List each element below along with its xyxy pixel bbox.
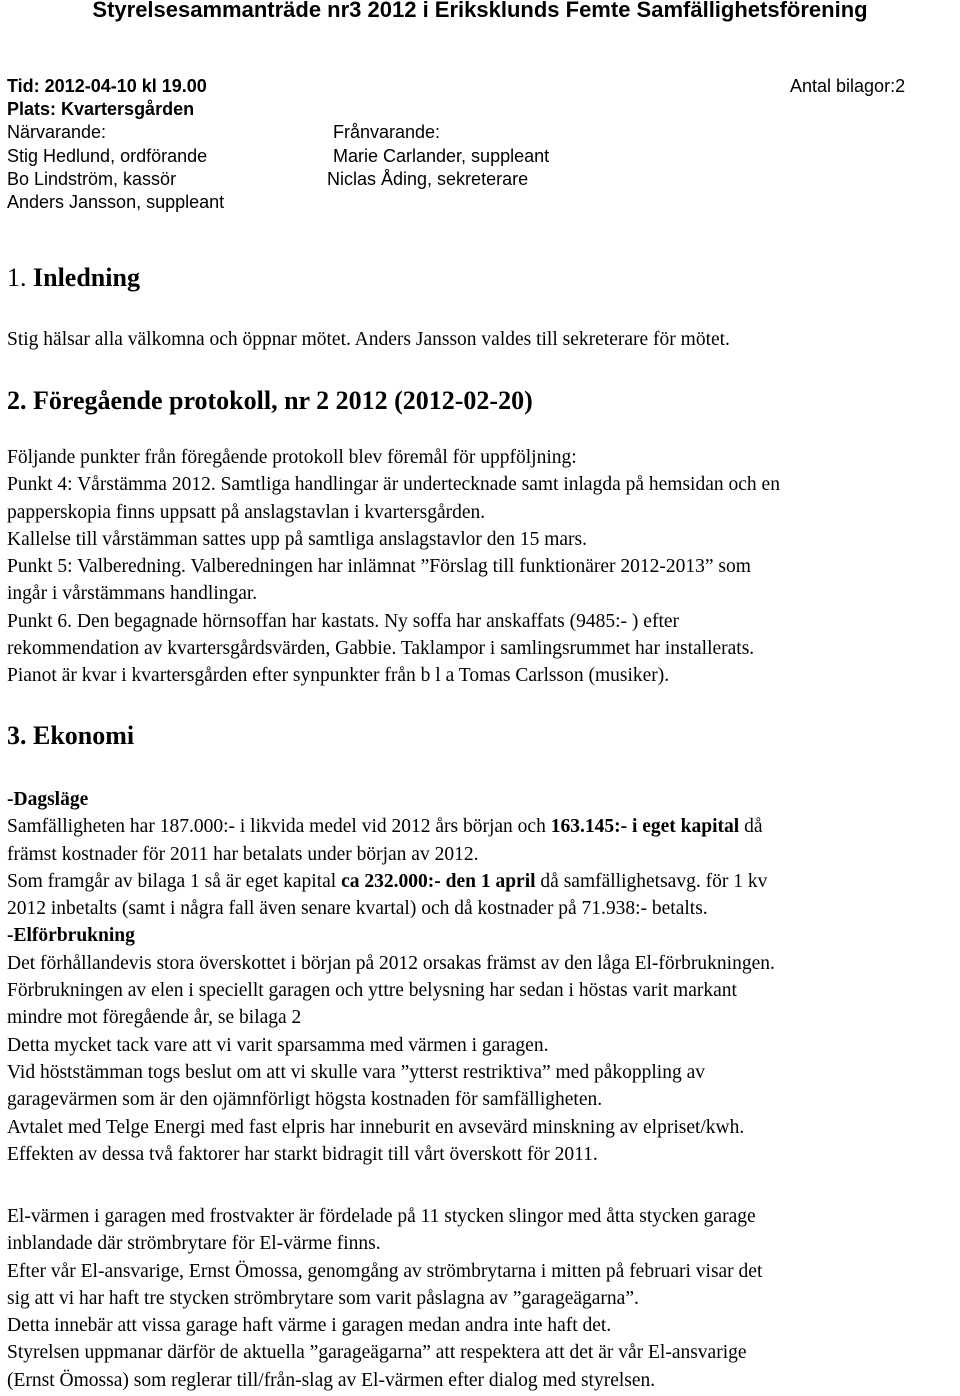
text-line: främst kostnader för 2011 har betalats under början av 2012. [7,843,479,865]
section-2-body [7,444,957,690]
text-line: Styrelsen uppmanar därför de aktuella ”garageägarna” att respektera att det är vår El-ansvarige [7,1342,747,1364]
section-title: Inledning [33,263,140,292]
text-line [7,471,957,498]
text-line: El-värmen i garagen med frostvakter är fördelade på 11 stycken slingor med åtta stycken garage [7,1206,756,1227]
meeting-place: Plats: Kvartersgården [7,99,195,119]
text-line: Det förhållandevis stora överskottet i början på 2012 orsakas främst av den låga El-förbrukningen. [7,952,775,974]
text-line: Kallelse till vårstämman sattes upp på samtliga anslagstavlor den 15 mars. [7,528,587,550]
text-line: ingår i vårstämmans handlingar. [7,583,258,605]
text-line: (Ernst Ömossa) som reglerar till/från-slag av El-värmen efter dialog med styrelsen. [7,1369,656,1391]
text-line: mindre mot föregående år, se bilaga 2 [7,1007,302,1029]
paragraph: Stig hälsar alla välkomna och öppnar mötet. Anders Jansson valdes till sekreterare för mötet. [7,329,730,350]
section-heading: 2. Föregående protokoll, nr 2 2012 (2012-02-20) [7,386,533,415]
text-run: då samfällighetsavg. för 1 kv [535,870,768,892]
text-line: sig att vi har haft tre stycken strömbrytare som varit påslagna av ”garageägarna”. [7,1287,639,1309]
text-line: rekommendation av kvartersgårdsvärden, Gabbie. Taklampor i samlingsrummet har installerats. [7,638,755,660]
text-run: Som framgår av bilaga 1 så är eget kapital [7,870,342,892]
text-line: Pianot är kvar i kvartersgården efter synpunkter från b l a Tomas Carlsson (musiker). [7,665,670,687]
subheading-elforbrukning: -Elförbrukning [7,925,135,947]
text-line: inblandade där strömbrytare för El-värme finns. [7,1233,381,1255]
text-line [7,553,957,580]
text-line: Vid höststämman togs beslut om att vi skulle vara ”ytterst restriktiva” med påkoppling av [7,1061,705,1083]
section-number: 1. [7,263,27,292]
text-line: 2012 inbetalts (samt i några fall även senare kvartal) och då kostnader på 71.938:- betalts. [7,898,708,920]
text-line: Effekten av dessa två faktorer har starkt bidragit till vårt överskott för 2011. [7,1143,598,1165]
present-member: Anders Jansson, suppleant [7,192,225,212]
meeting-time: Tid: 2012-04-10 kl 19.00 [7,76,207,96]
present-label: Närvarande: [7,122,107,142]
section-heading: 3. Ekonomi [7,721,135,750]
text-line: Efter vår El-ansvarige, Ernst Ömossa, genomgång av strömbrytarna i mitten på februari visar det [7,1260,763,1282]
present-member: Stig Hedlund, ordförande [7,146,208,166]
text-run: Valberedningen har inlämnat ”Förslag till funktionärer 2012-2013” som [185,556,751,578]
absent-member: Marie Carlander, suppleant [333,146,550,166]
text-run: Samtliga handlingar är undertecknade samt inlagda på hemsidan och en [215,474,780,496]
text-run: Samfälligheten har 187.000:- i likvida medel vid 2012 års början och [7,816,551,838]
attachment-count: Antal bilagor:2 [790,76,906,96]
text-line: papperskopia finns uppsatt på anslagstavlan i kvartersgården. [7,501,486,523]
text-run-bold: 163.145:- i eget kapital [550,816,740,838]
text-run: då [739,816,763,838]
absent-label: Frånvarande: [333,122,441,142]
absent-member: Niclas Åding, sekreterare [327,169,529,189]
document-title: Styrelsesammanträde nr3 2012 i Eriksklunds Femte Samfällighetsförening [92,0,868,22]
text-run: Punkt 4: Vårstämma 2012. [7,474,216,496]
section-3-garage-body [7,1203,957,1394]
text-line: garagevärmen som är den ojämnförligt högsta kostnaden för samfälligheten. [7,1089,603,1111]
section-heading [7,263,140,293]
subheading-dagslage: -Dagsläge [7,789,89,810]
text-line [7,868,957,895]
text-line: Avtalet med Telge Energi med fast elpris har inneburit en avsevärd minskning av elpriset/kwh. [7,1116,745,1138]
text-run: Punkt 5: Valberedning. [7,556,186,578]
text-line: Detta innebär att vissa garage haft värme i garagen medan andra inte haft det. [7,1315,612,1337]
present-member: Bo Lindström, kassör [7,169,177,189]
section-3-body [7,786,957,1168]
text-line: Följande punkter från föregående protokoll blev föremål för uppföljning: [7,447,577,468]
text-line [7,813,957,840]
text-run-bold: ca 232.000:- den 1 april [341,870,536,892]
text-line: Förbrukningen av elen i speciellt garagen och yttre belysning har sedan i höstas varit markant [7,980,737,1002]
text-line: Detta mycket tack vare att vi varit sparsamma med värmen i garagen. [7,1034,549,1056]
text-line: Punkt 6. Den begagnade hörnsoffan har kastats. Ny soffa har anskaffats (9485:- ) efter [7,610,680,632]
